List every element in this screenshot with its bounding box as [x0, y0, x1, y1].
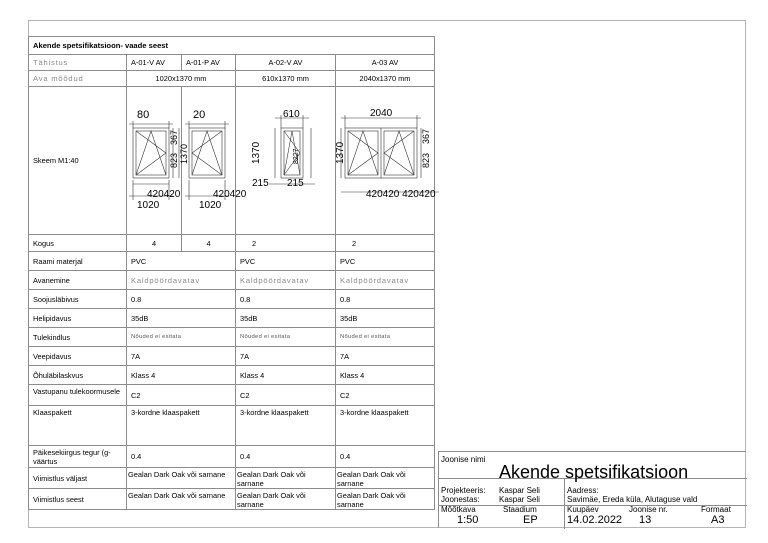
row-label: Õhuläbilaskvus: [29, 366, 127, 385]
dim-w3-right: 215: [287, 178, 304, 189]
spec-row: [29, 385, 435, 406]
dim-w1-bottom: 420420: [147, 189, 181, 200]
dim-w2-bottom: 420420: [213, 189, 247, 200]
row-value: C2: [127, 385, 236, 406]
drawing-no-label: Joonise nr.: [629, 505, 668, 514]
row-value: Nõuded ei esitata: [127, 328, 236, 347]
spec-row: [29, 290, 435, 309]
dim-w3-top: 610: [283, 109, 300, 120]
spec-row: [29, 347, 435, 366]
row-value: 35dB: [127, 309, 236, 328]
row-value: Klass 4: [127, 366, 236, 385]
row-value: PVC: [236, 252, 336, 271]
dim-w4-h367: 367: [421, 128, 431, 144]
stage-value: EP: [523, 514, 538, 526]
dim-w3-h1370: 1370: [251, 141, 262, 164]
dim-w4-h823: 823: [421, 152, 431, 168]
row-value: Gealan Dark Oak või sarnane: [336, 468, 435, 489]
row-value: Kaldpöördavatav: [336, 271, 435, 290]
row-value: 4: [182, 235, 236, 252]
row-label: Vastupanu tulekoormusele: [29, 385, 127, 406]
row-value: 3-kordne klaaspakett: [127, 406, 236, 446]
row-value: 3-kordne klaaspakett: [236, 406, 336, 446]
opening-row: [29, 71, 435, 87]
scheme-label: Skeem M1:40: [29, 87, 127, 235]
row-value: 2: [236, 235, 336, 252]
designer-label: Projekteeris:: [441, 486, 486, 495]
row-value: C2: [236, 385, 336, 406]
format-label: Formaat: [701, 505, 731, 514]
dim-w1-h1370: 1370: [179, 143, 189, 164]
row-label: Tulekindlus: [29, 328, 127, 347]
drawing-no-value: 13: [639, 514, 652, 526]
designation-cell: A-01-V AV: [127, 55, 182, 71]
row-value: Gealan Dark Oak või sarnane: [236, 468, 336, 489]
row-value: 35dB: [336, 309, 435, 328]
row-label: Raami materjal: [29, 252, 127, 271]
address-value: Savimäe, Ereda küla, Alutaguse vald: [567, 495, 698, 504]
row-value: 35dB: [236, 309, 336, 328]
designation-row: [29, 55, 435, 71]
row-label: Viimistlus väljast: [29, 468, 127, 489]
spec-row: [29, 489, 435, 510]
date-label: Kuupäev: [567, 505, 599, 514]
row-value: 0.8: [127, 290, 236, 309]
spec-title-row: [29, 37, 435, 55]
dim-w1-h823: 823: [169, 152, 179, 168]
row-label: Päikesekiirgus tegur (g-väärtus: [29, 446, 127, 468]
spec-row: [29, 309, 435, 328]
row-value: Gealan Dark Oak või sarnane: [127, 468, 236, 489]
dim-w4-bottom: 420420 420420: [366, 189, 436, 200]
designer-value: Kaspar Seli: [499, 486, 540, 495]
row-value: Kaldpöördavatav: [236, 271, 336, 290]
designation-cell: A-02-V AV: [236, 55, 336, 71]
row-value: Klass 4: [236, 366, 336, 385]
row-value: Gealan Dark Oak või sarnane: [236, 489, 336, 510]
window-schemes-drawing: [129, 104, 439, 214]
row-value: PVC: [336, 252, 435, 271]
drawing-name-label: Joonise nimi: [441, 455, 486, 464]
title-block-divider: [564, 478, 565, 529]
row-value: 0.4: [127, 446, 236, 468]
row-label: Viimistlus seest: [29, 489, 127, 510]
row-value: Nõuded ei esitata: [336, 328, 435, 347]
spec-row: [29, 446, 435, 468]
row-value: 7A: [336, 347, 435, 366]
dim-w1-top: 80: [137, 109, 150, 121]
row-value: 2: [336, 235, 435, 252]
row-value: Gealan Dark Oak või sarnane: [336, 489, 435, 510]
dim-w2-top: 20: [193, 109, 206, 121]
row-value: 7A: [236, 347, 336, 366]
designation-label: Tähistus: [29, 55, 127, 71]
title-block: [438, 451, 746, 528]
row-value: 7A: [127, 347, 236, 366]
supervisor-value: Kaspar Seli: [499, 495, 540, 504]
row-value: 0.4: [336, 446, 435, 468]
window-a02v-schematic: [269, 115, 315, 184]
opening-cell: 610x1370 mm: [236, 71, 336, 87]
row-value: 3-kordne klaaspakett: [336, 406, 435, 446]
row-value: C2: [336, 385, 435, 406]
spec-row: [29, 366, 435, 385]
stage-label: Staadium: [503, 505, 537, 514]
dim-w4-h1370: 1370: [335, 141, 346, 164]
row-label: Avanemine: [29, 271, 127, 290]
spec-row: [29, 271, 435, 290]
dim-w1-total: 1020: [137, 200, 160, 211]
opening-cell: 1020x1370 mm: [127, 71, 236, 87]
spec-row: [29, 406, 435, 446]
dim-w4-top: 2040: [370, 108, 393, 119]
designation-cell: A-03 AV: [336, 55, 435, 71]
row-value: 0.4: [236, 446, 336, 468]
row-value: PVC: [127, 252, 236, 271]
scale-value: 1:50: [457, 514, 479, 526]
date-value: 14.02.2022: [567, 514, 623, 526]
dim-w3-left: 215: [252, 178, 269, 189]
row-label: Veepidavus: [29, 347, 127, 366]
drawing-name: Akende spetsifikatsioon: [499, 462, 689, 482]
scale-label: Mõõtkava: [441, 505, 476, 514]
supervisor-label: Joonestas:: [441, 495, 480, 504]
dim-w1-h367: 367: [169, 129, 179, 145]
spec-title: Akende spetsifikatsioon- vaade seest: [29, 37, 435, 55]
spec-row: [29, 468, 435, 489]
row-label: Kogus: [29, 235, 127, 252]
spec-row: [29, 328, 435, 347]
row-value: 4: [127, 235, 182, 252]
row-value: Kaldpöördavatav: [127, 271, 236, 290]
row-value: 0.8: [236, 290, 336, 309]
row-label: Helipidavus: [29, 309, 127, 328]
row-label: Soojusläbivus: [29, 290, 127, 309]
spec-row: [29, 252, 435, 271]
dim-w3-small: 8227: [293, 148, 300, 164]
row-label: Klaaspakett: [29, 406, 127, 446]
opening-label: Ava mõõdud: [29, 71, 127, 87]
designation-cell: A-01-P AV: [182, 55, 236, 71]
dim-w2-total: 1020: [199, 200, 222, 211]
address-label: Aadress:: [567, 486, 599, 495]
opening-cell: 2040x1370 mm: [336, 71, 435, 87]
row-value: 0.8: [336, 290, 435, 309]
format-value: A3: [711, 514, 725, 526]
row-value: Gealan Dark Oak või sarnane: [127, 489, 236, 510]
spec-row: [29, 235, 435, 252]
row-value: Nõuded ei esitata: [236, 328, 336, 347]
row-value: Klass 4: [336, 366, 435, 385]
